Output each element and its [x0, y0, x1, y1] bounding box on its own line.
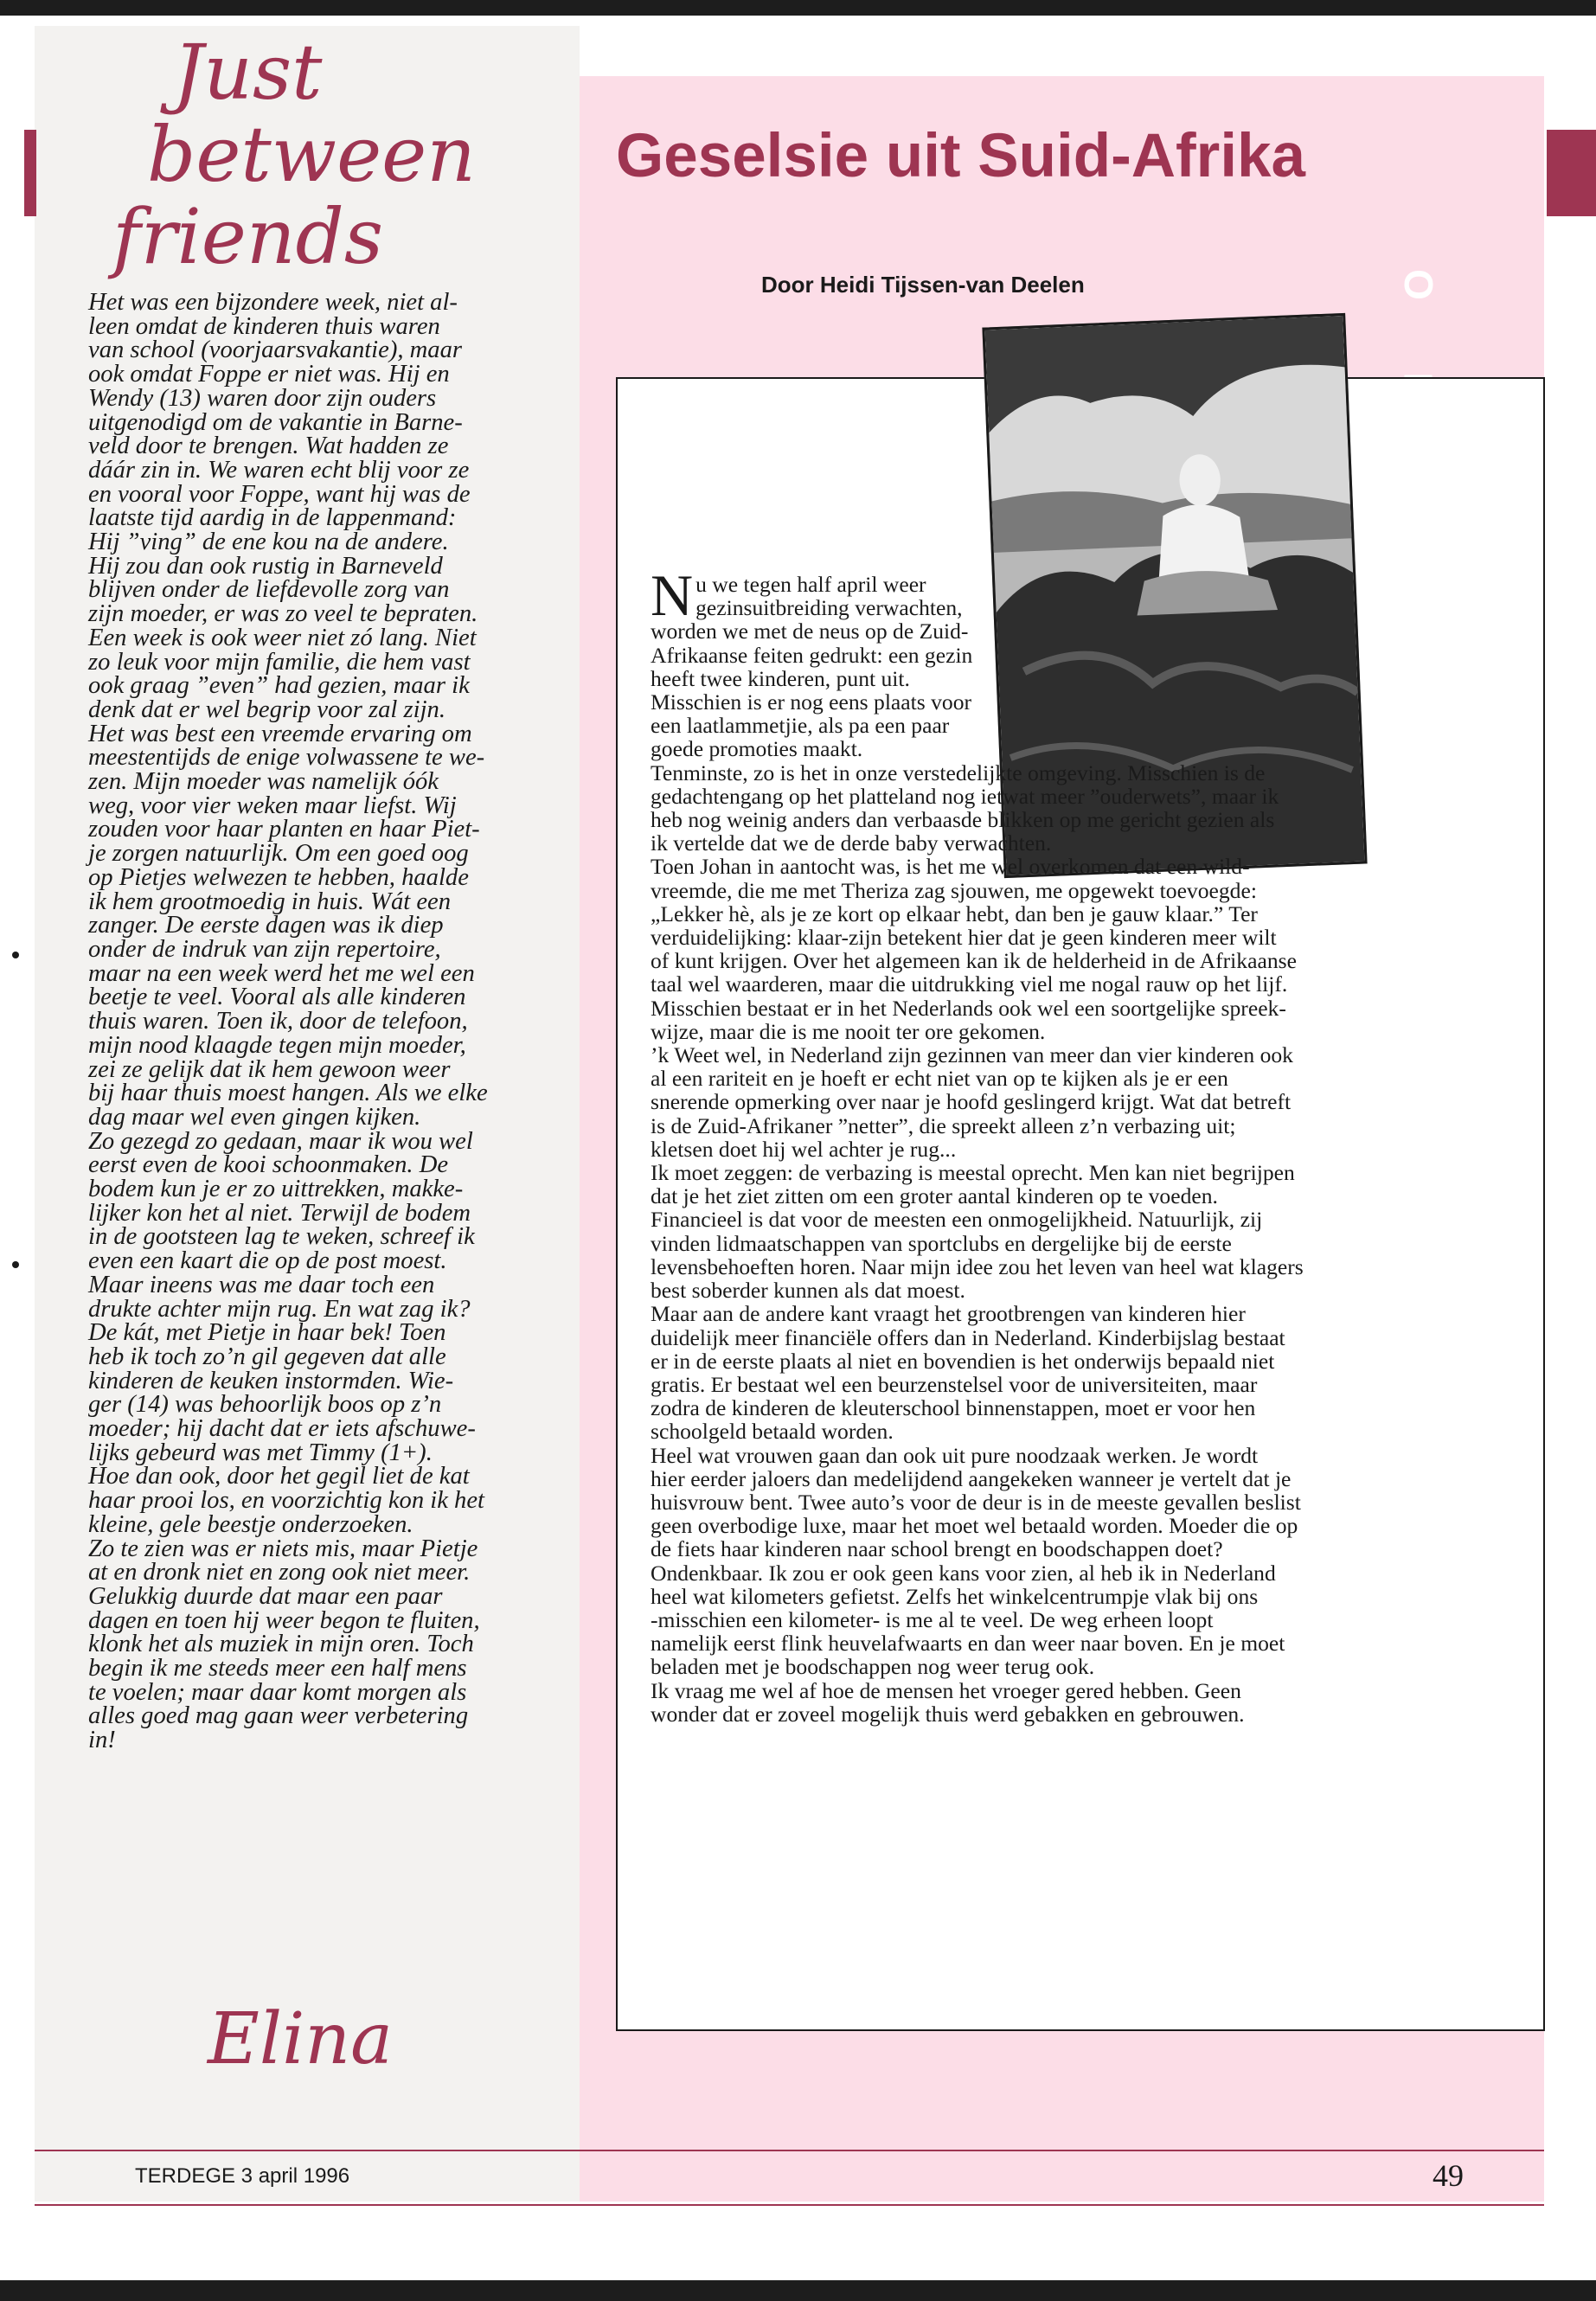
column-line: eerst even de kooi schoonmaken. De: [88, 1151, 449, 1179]
top-border: [0, 0, 1596, 16]
column-line: weg, voor vier weken maar liefst. Wij: [88, 792, 457, 819]
column-line: at en dronk niet en zong ook niet meer.: [88, 1559, 471, 1586]
article-line: heel wat kilometers gefietst. Zelfs het winkelcentrumpje vlak bij ons: [651, 1583, 1259, 1609]
column-line: ook graag ”even” had gezien, maar ik: [88, 672, 470, 700]
article-line: wonder dat er zoveel mogelijk thuis werd gebakken en gebrouwen.: [651, 1701, 1245, 1727]
column-line: lijks gebeurd was met Timmy (1+).: [88, 1439, 433, 1466]
article-byline: Door Heidi Tijssen-van Deelen: [761, 272, 1085, 298]
article-line: Tenminste, zo is het in onze verstedelijkte omgeving. Misschien is de: [651, 760, 1266, 785]
column-line: dagen en toen hij weer begon te fluiten,: [88, 1606, 480, 1634]
article-body: [651, 562, 1429, 1727]
article-line: dat je het ziet zitten om een groter aantal kinderen op te voeden.: [651, 1183, 1218, 1209]
column-line: haar prooi los, en voorzichtig kon ik het: [88, 1487, 484, 1515]
article-line: wijze, maar die is me nooit ter ore gekomen.: [651, 1018, 1046, 1044]
column-line: zen. Mijn moeder was namelijk óók: [88, 768, 439, 796]
column-line: op Pietjes welwezen te hebben, haalde: [88, 863, 469, 891]
column-line: van school (voorjaarsvakantie), maar: [88, 336, 463, 364]
article-line: Ik vraag me wel af hoe de mensen het vroeger gered hebben. Geen: [651, 1677, 1241, 1703]
article-line: beladen met je boodschappen nog weer terug ook.: [651, 1654, 1095, 1680]
column-line: Gelukkig duurde dat maar een paar: [88, 1582, 443, 1610]
article-line: zodra de kinderen de kleuterschool binnenstappen, moet er voor hen: [651, 1395, 1256, 1421]
column-line: thuis waren. Toen ik, door de telefoon,: [88, 1008, 468, 1035]
column-line: Maar ineens was me daar toch een: [88, 1271, 435, 1298]
column-line: zouden voor haar planten en haar Piet-: [88, 816, 480, 843]
column-line: Hij zou dan ook rustig in Barneveld: [88, 552, 443, 580]
column-line: maar na een week werd het me wel een: [88, 959, 475, 987]
column-line: Een week is ook weer niet zó lang. Niet: [88, 624, 477, 651]
column-line: Het was een bijzondere week, niet al-: [88, 289, 458, 316]
article-line: ik vertelde dat we de derde baby verwachten.: [651, 830, 1052, 856]
drop-cap: N: [651, 562, 694, 628]
article-line: vreemde, die me met Theriza zag sjouwen, me opgewekt toevoegde:: [651, 877, 1257, 903]
article-line: Heel wat vrouwen gaan dan ook uit pure noodzaak werken. Je wordt: [651, 1442, 1259, 1468]
column-line: dag maar wel even gingen kijken.: [88, 1103, 421, 1131]
article-line: namelijk eerst flink heuvelafwaarts en dan weer naar boven. En je moet: [651, 1631, 1285, 1657]
column-line: mijn nood klaagde tegen mijn moeder,: [88, 1031, 466, 1059]
accent-tab-right: [1547, 130, 1596, 216]
column-line: dáár zin in. We waren echt blij voor ze: [88, 456, 470, 484]
column-line: in!: [88, 1727, 116, 1754]
column-line: onder de indruk van zijn repertoire,: [88, 935, 441, 963]
column-line: Zo gezegd zo gedaan, maar ik wou wel: [88, 1127, 473, 1155]
footer-rule-top: [35, 2150, 1544, 2151]
article-line: Financieel is dat voor de meesten een onmogelijkheid. Natuurlijk, zij: [651, 1207, 1263, 1233]
punch-mark: [12, 1261, 19, 1268]
intro-text: u we tegen half april weer gezinsuitbreiding verwachten, worden we met de neus op de Zuid-Afrikaanse feiten gedrukt: een gezin heeft twee kinderen, punt uit.: [651, 572, 973, 691]
column-line: Zo te zien was er niets mis, maar Pietje: [88, 1535, 478, 1562]
column-line: ik hem grootmoedig in huis. Wát een: [88, 888, 452, 915]
article-line: is de Zuid-Afrikaner ”netter”, die spreekt alleen z’n verbazing uit;: [651, 1112, 1236, 1138]
article-line: al een rariteit en je hoeft er echt niet van op te kijken als je er een: [651, 1066, 1228, 1092]
column-line: veld door te brengen. Wat hadden ze: [88, 433, 449, 460]
column-line: zijn moeder, er was zo veel te bepraten.: [88, 600, 478, 628]
article-line: er in de eerste plaats al niet en bovendien is het onderwijs bepaald niet: [651, 1348, 1275, 1374]
column-title: [112, 28, 484, 294]
column-line: drukte achter mijn rug. En wat zag ik?: [88, 1295, 471, 1323]
article-line: schoolgeld betaald worden.: [651, 1419, 894, 1445]
column-line: te voelen; maar daar komt morgen als: [88, 1678, 467, 1706]
column-line: Het was best een vreemde ervaring om: [88, 720, 472, 747]
footer-rule-bottom: [35, 2204, 1544, 2206]
column-line: uitgenodigd om de vakantie in Barne-: [88, 408, 463, 436]
article-line: levensbehoeften horen. Naar mijn idee zou het leven van heel wat klagers: [651, 1253, 1304, 1279]
article-line: heb nog weinig anders dan verbaasde blikken op me gericht gezien als: [651, 807, 1275, 833]
article-line: huisvrouw bent. Twee auto’s voor de deur is in de meeste gevallen beslist: [651, 1489, 1301, 1515]
column-line: bodem kun je er zo uittrekken, makke-: [88, 1176, 464, 1203]
column-title-line: friends: [112, 192, 384, 281]
article-line: geen overbodige luxe, maar het moet wel betaald worden. Moeder die op: [651, 1513, 1298, 1539]
page-number: 49: [1433, 2158, 1464, 2193]
article-line: gratis. Er bestaat wel een beurzenstelsel voor de universiteiten, maar: [651, 1371, 1258, 1397]
column-line: lijker kon het al niet. Terwijl de bodem: [88, 1199, 471, 1227]
column-line: moeder; hij dacht dat er iets afschuwe-: [88, 1415, 476, 1443]
column-line: in de gootsteen lag te weken, schreef ik: [88, 1223, 475, 1251]
article-line: Toen Johan in aantocht was, is het me wel overkomen dat een wild-: [651, 854, 1250, 880]
article-line: gedachtengang op het platteland nog ietwat meer ”ouderwets”, maar ik: [651, 783, 1279, 809]
article-line: Ondenkbaar. Ik zou er ook geen kans voor zien, al heb ik in Nederland: [651, 1560, 1276, 1586]
column-line: alles goed mag gaan weer verbetering: [88, 1702, 469, 1730]
article-line: Misschien bestaat er in het Nederlands ook wel een soortgelijke spreek-: [651, 995, 1286, 1021]
column-line: meestentijds de enige volwassene te we-: [88, 744, 485, 772]
column-line: ger (14) was behoorlijk boos op z’n: [88, 1391, 442, 1419]
article-intro-second: Misschien is er nog eens plaats voor een laatlammetjie, als pa een paar goede promoties maakt.: [651, 689, 972, 762]
column-line: zanger. De eerste dagen was ik diep: [88, 912, 444, 939]
article-line: snerende opmerking over naar je hoofd geslingerd krijgt. Wat dat betreft: [651, 1089, 1292, 1115]
article-line: best soberder kunnen als dat moest.: [651, 1278, 965, 1304]
article-line: Maar aan de andere kant vraagt het grootbrengen van kinderen hier: [651, 1301, 1246, 1327]
article-line: Ik moet zeggen: de verbazing is meestal oprecht. Men kan niet begrijpen: [651, 1160, 1295, 1186]
column-line: bij haar thuis moest hangen. Als we elke: [88, 1080, 488, 1107]
column-line: Hij ”ving” de ene kou na de andere.: [88, 529, 449, 556]
column-title-line: Just: [173, 28, 323, 117]
column-line: blijven onder de liefdevolle zorg van: [88, 576, 450, 604]
column-line: denk dat er wel begrip voor zal zijn.: [88, 695, 445, 723]
column-line: kleine, gele beestje onderzoeken.: [88, 1510, 413, 1538]
column-line: even een kaart die op de post moest.: [88, 1247, 447, 1275]
signature: Elina: [208, 1998, 394, 2080]
publication-info: TERDEGE 3 april 1996: [135, 2164, 350, 2188]
column-line: Hoe dan ook, door het gegil liet de kat: [88, 1463, 470, 1490]
article-line: vinden lidmaatschappen van sportclubs en dergelijke bij de eerste: [651, 1230, 1232, 1256]
section-letter: O: [1396, 269, 1441, 300]
column-line: leen omdat de kinderen thuis waren: [88, 312, 440, 340]
article-line: „Lekker hè, als je ze kort op elkaar hebt, dan ben je gauw klaar.” Ter: [651, 901, 1258, 926]
article-line: verduidelijking: klaar-zijn betekent hier dat je geen kinderen meer wilt: [651, 925, 1277, 951]
article-paragraphs: [651, 761, 1403, 1726]
article-line: hier eerder jaloers dan medelijdend aangekeken wanneer je vertelt dat je: [651, 1465, 1292, 1491]
accent-tab-left: [24, 130, 36, 216]
column-line: je zorgen natuurlijk. Om een goed oog: [88, 840, 469, 868]
article-intro: [651, 562, 979, 691]
column-line: kinderen de keuken instormden. Wie-: [88, 1367, 454, 1394]
article-line: de fiets haar kinderen naar school brengt en boodschappen doet?: [651, 1536, 1223, 1562]
column-title-line: between: [147, 110, 476, 199]
column-line: Wendy (13) waren door zijn ouders: [88, 384, 437, 412]
column-line: en vooral voor Foppe, want hij was de: [88, 480, 471, 508]
column-line: laatste tijd aardig in de lappenmand:: [88, 504, 457, 532]
column-line: zei ze gelijk dat ik hem gewoon weer: [88, 1055, 451, 1083]
article-line: ’k Weet wel, in Nederland zijn gezinnen van meer dan vier kinderen ook: [651, 1042, 1293, 1068]
column-line: zo leuk voor mijn familie, die hem vast: [88, 648, 471, 676]
column-line: ook omdat Foppe er niet was. Hij en: [88, 361, 450, 388]
article-line: of kunt krijgen. Over het algemeen kan ik de helderheid in de Afrikaanse: [651, 948, 1297, 974]
article-line: -misschien een kilometer- is me al te veel. De weg erheen loopt: [651, 1606, 1214, 1632]
column-line: beetje te veel. Vooral als alle kinderen: [88, 984, 466, 1011]
article-line: duidelijk meer financiële offers dan in Nederland. Kinderbijslag bestaat: [651, 1324, 1285, 1350]
article-line: kletsen doet hij wel achter je rug...: [651, 1136, 957, 1162]
punch-mark: [12, 952, 19, 958]
column-line: begin ik me steeds meer een half mens: [88, 1655, 467, 1682]
column-line: heb ik toch zo’n gil gegeven dat alle: [88, 1343, 446, 1370]
article-headline: Geselsie uit Suid-Afrika: [616, 122, 1306, 190]
column-line: De kát, met Pietje in haar bek! Toen: [88, 1319, 446, 1347]
column-line: klonk het als muziek in mijn oren. Toch: [88, 1631, 474, 1658]
column-body: [88, 291, 538, 1753]
article-line: taal wel waarderen, maar die uitdrukking viel me nogal rauw op het lijf.: [651, 971, 1288, 997]
bottom-border: [0, 2280, 1596, 2301]
